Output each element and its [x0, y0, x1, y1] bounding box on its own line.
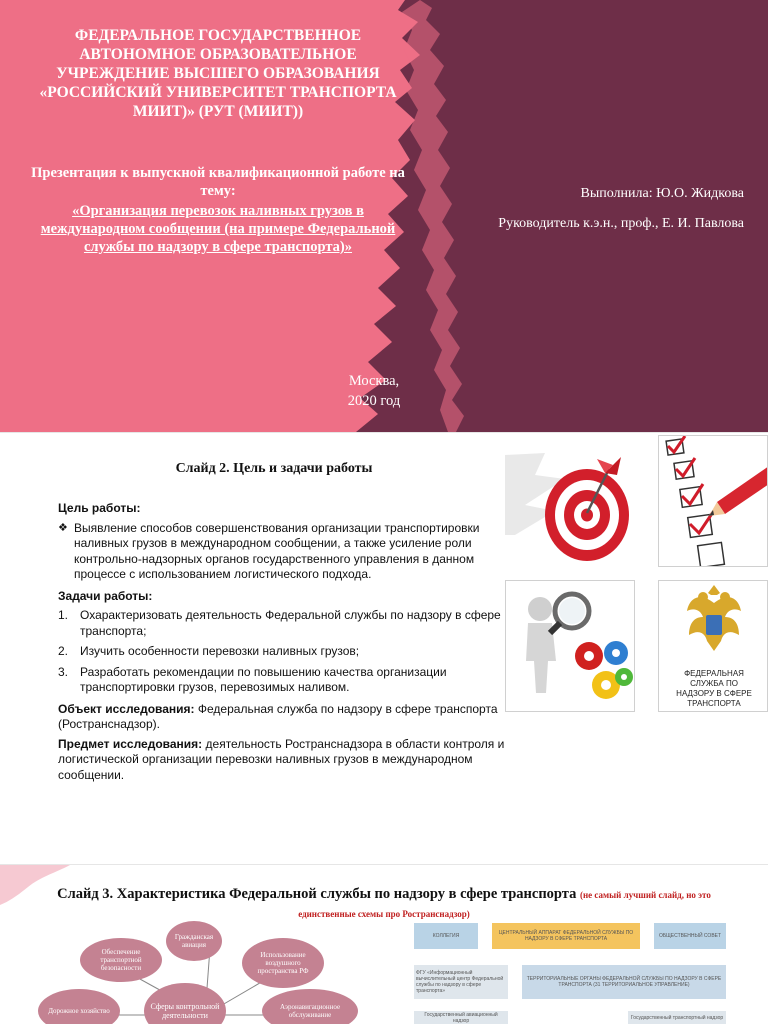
slide3-title	[30, 885, 738, 923]
slide3-note: (не самый лучший слайд, но это единственные схемы про Ространснадзор)	[298, 890, 711, 919]
target-dart-image	[505, 435, 635, 567]
title-slide	[0, 0, 768, 432]
year: 2020 год	[347, 393, 401, 409]
task-text: Охарактеризовать деятельность Федеральной службы по надзору в сфере транспорта;	[80, 608, 501, 638]
city-year	[330, 371, 418, 411]
tasks-list	[58, 608, 516, 696]
bubble-transport-security: Обеспечение транспортной безопасности	[80, 938, 162, 982]
list-item	[58, 644, 516, 660]
list-item	[58, 665, 516, 696]
object-text: Федеральная служба по надзору в сфере транспорта (Ространснадзор).	[58, 701, 498, 731]
slide3-heading: Слайд 3. Характеристика Федеральной службы по надзору в сфере транспорта	[57, 886, 577, 902]
rostransnadzor-emblem-icon	[659, 581, 768, 667]
subject-text: деятельность Ространснадзора в области контроля и логистической организации перевозки наливных грузов в международном сообщении.	[58, 736, 505, 782]
target-dart-icon	[505, 435, 635, 567]
object-heading: Объект исследования:	[58, 701, 195, 716]
bubble-civil-aviation: Гражданская авиация	[166, 921, 222, 961]
org-computing-center: ФГУ «Информационный вычислительный центр Федеральной службы по надзору в сфере транспорта»	[414, 965, 508, 999]
org-aviation-supervision: Государственный авиационный надзор	[414, 1011, 508, 1024]
task-text: Разработать рекомендации по повышению качества организации транспортировки грузов, перевозимых наливом.	[80, 664, 447, 694]
org-public-council: ОБЩЕСТВЕННЫЙ СОВЕТ	[654, 923, 726, 949]
magnifier-gears-image	[505, 580, 635, 712]
goals-slide	[0, 432, 768, 864]
research-object	[58, 702, 516, 733]
org-transport-supervision: Государственный транспортный надзор	[628, 1011, 726, 1024]
characteristics-slide	[0, 864, 768, 1024]
list-item	[58, 608, 516, 639]
research-subject	[58, 737, 516, 784]
task-number: 1.	[58, 608, 69, 622]
goal-heading: Цель работы:	[58, 501, 141, 515]
goal-text: Выявление способов совершенствования организации транспортировки наливных грузов в международном сообщении, а также усиление роли контрольно-надзорных органов государственного управления в данном процессе с использованием логистического подхода.	[74, 520, 480, 581]
supervisor: Руководитель к.э.н., проф., Е. И. Павлова	[498, 216, 744, 231]
checklist-image	[658, 435, 768, 567]
slide2-title: Слайд 2. Цель и задачи работы	[175, 461, 373, 476]
city: Москва,	[348, 373, 400, 389]
checklist-pencil-icon	[659, 436, 768, 567]
bubble-control-spheres: Сферы контрольной деятельности	[144, 983, 226, 1024]
subject-heading: Предмет исследования:	[58, 736, 203, 751]
bubble-road-economy: Дорожное хозяйство	[38, 989, 120, 1024]
bubble-air-navigation: Аэронавигационное обслуживание	[262, 989, 358, 1024]
bubble-airspace-use: Использование воздушного пространства РФ	[242, 938, 324, 988]
thesis-topic: «Организация перевозок наливных грузов в международном сообщении (на примере Федеральной службы по надзору в сфере транспорта)»	[40, 203, 396, 255]
org-territorial-bodies: ТЕРРИТОРИАЛЬНЫЕ ОРГАНЫ ФЕДЕРАЛЬНОЙ СЛУЖБЫ ПО НАДЗОРУ В СФЕРЕ ТРАНСПОРТА (31 ТЕРРИТОРИАЛЬНОЕ УПРАВЛЕНИЕ)	[522, 965, 726, 999]
org-central-apparatus: ЦЕНТРАЛЬНЫЙ АППАРАТ ФЕДЕРАЛЬНОЙ СЛУЖБЫ ПО НАДЗОРУ В СФЕРЕ ТРАНСПОРТА	[492, 923, 640, 949]
presentation-label: Презентация к выпускной квалификационной работе на тему:	[31, 165, 405, 199]
slide2-body	[58, 501, 516, 787]
magnifier-gears-icon	[506, 581, 635, 712]
task-number: 2.	[58, 644, 69, 658]
emblem-image	[658, 580, 768, 712]
diamond-bullet-icon: ❖	[58, 521, 68, 534]
tasks-heading: Задачи работы:	[58, 588, 153, 603]
org-collegium: КОЛЛЕГИЯ	[414, 923, 478, 949]
university-title: ФЕДЕРАЛЬНОЕ ГОСУДАРСТВЕННОЕ АВТОНОМНОЕ ОБРАЗОВАТЕЛЬНОЕ УЧРЕЖДЕНИЕ ВЫСШЕГО ОБРАЗОВАНИЯ «РОССИЙСКИЙ УНИВЕРСИТЕТ ТРАНСПОРТА МИИТ)» (РУТ (МИИТ))	[39, 27, 397, 120]
task-number: 3.	[58, 664, 69, 679]
goal-item	[58, 521, 516, 583]
task-text: Изучить особенности перевозки наливных грузов;	[80, 644, 360, 658]
executor: Выполнила: Ю.О. Жидкова	[580, 186, 744, 201]
logo-caption: ФЕДЕРАЛЬНАЯ СЛУЖБА ПО НАДЗОРУ В СФЕРЕ ТРАНСПОРТА	[676, 669, 752, 708]
